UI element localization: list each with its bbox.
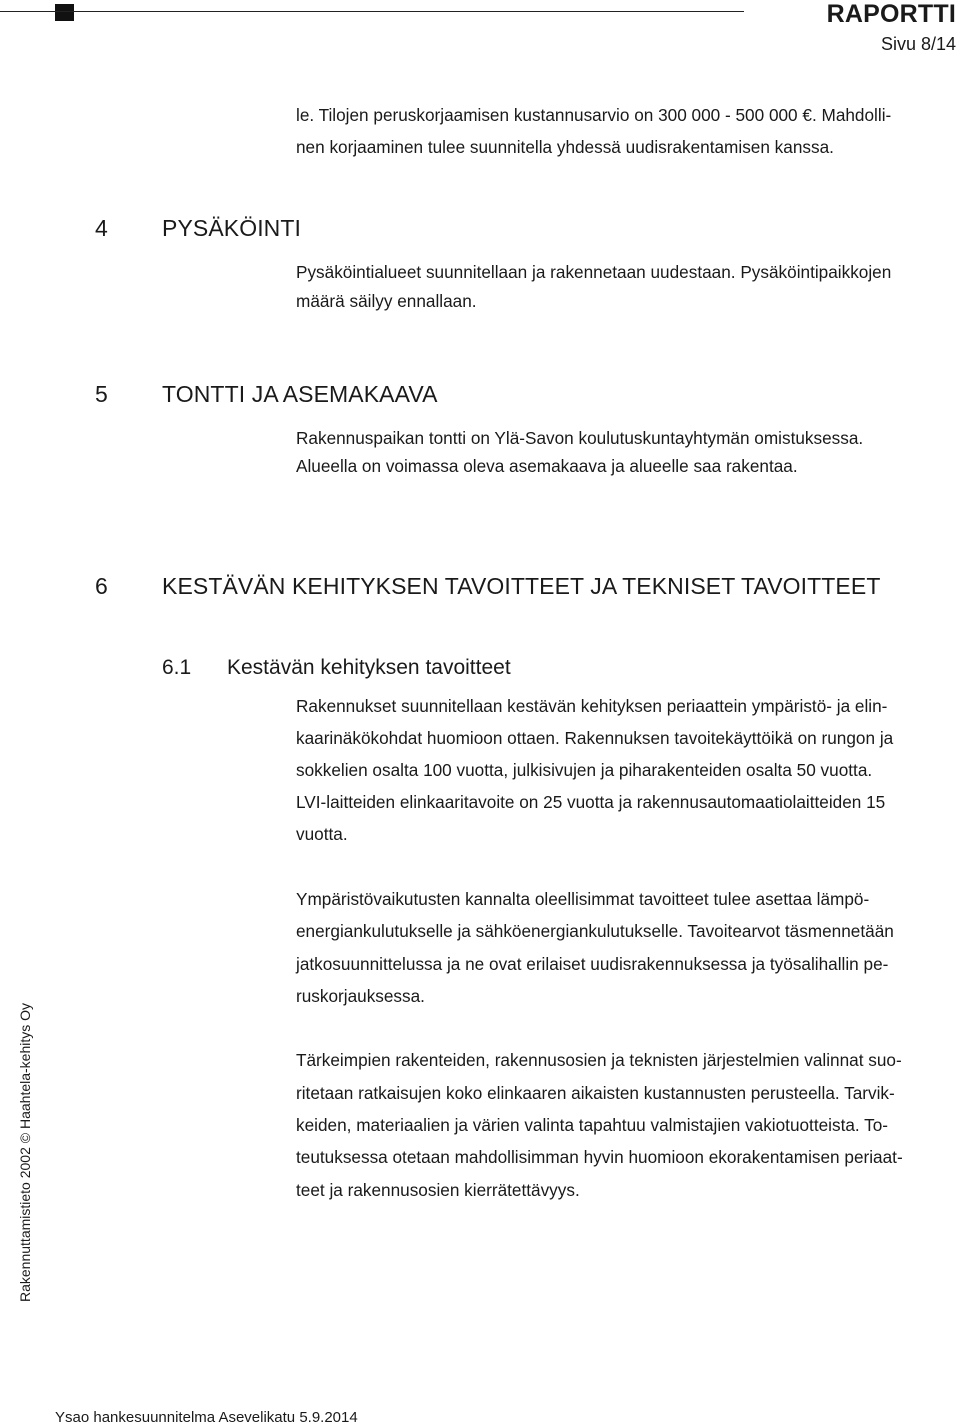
- para1-line-1: Rakennukset suunnitellaan kestävän kehityksen periaattein ympäristö- ja elin-: [296, 696, 888, 716]
- para3-line-1: Tärkeimpien rakenteiden, rakennusosien ja teknisten järjestelmien valinnat suo-: [296, 1050, 902, 1070]
- page-number: Sivu 8/14: [880, 34, 956, 54]
- para1-line-2: kaarinäkökohdat huomioon ottaen. Rakennuksen tavoitekäyttöikä on rungon ja: [296, 728, 894, 748]
- para2-line-2: energiankulutukselle ja sähköenergiankulutukselle. Tavoitearvot täsmennetään: [296, 921, 894, 941]
- section-number: 5: [95, 381, 108, 407]
- report-title: RAPORTTI: [826, 0, 956, 28]
- section-title: TONTTI JA ASEMAKAAVA: [162, 381, 438, 407]
- intro-line-2: nen korjaaminen tulee suunnitella yhdessä uudisrakentamisen kanssa.: [296, 137, 834, 157]
- header-rule: [0, 11, 744, 12]
- section-6-1-heading: [162, 656, 511, 680]
- para3-line-4: teutuksessa otetaan mahdollisimman hyvin huomioon ekorakentamisen periaat-: [296, 1147, 903, 1167]
- section-5-line-1: Rakennuspaikan tontti on Ylä-Savon koulutuskuntayhtymän omistuksessa.: [296, 428, 864, 448]
- section-4-line-2: määrä säilyy ennallaan.: [296, 291, 477, 311]
- section-5-line-2: Alueella on voimassa oleva asemakaava ja alueelle saa rakentaa.: [296, 456, 798, 476]
- section-number: 4: [95, 215, 108, 241]
- footer-text: Ysao hankesuunnitelma Asevelikatu 5.9.2014: [55, 1409, 358, 1426]
- para3-line-3: keiden, materiaalien ja värien valinta tapahtuu valmistajien vakiotuotteista. To-: [296, 1115, 889, 1135]
- section-4-heading: [95, 215, 301, 242]
- intro-line-1: le. Tilojen peruskorjaamisen kustannusarvio on 300 000 - 500 000 €. Mahdolli-: [296, 105, 892, 125]
- section-5-heading: [95, 381, 438, 408]
- para3-line-2: ritetaan ratkaisujen koko elinkaaren aikaisten kustannusten perusteella. Tarvik-: [296, 1083, 895, 1103]
- section-title: KESTÄVÄN KEHITYKSEN TAVOITTEET JA TEKNISET TAVOITTEET: [162, 573, 881, 599]
- copyright-side-text: Rakennuttamistieto 2002 © Haahtela-kehitys Oy: [17, 1002, 33, 1302]
- para3-line-5: teet ja rakennusosien kierrätettävyys.: [296, 1180, 580, 1200]
- section-number: 6: [95, 573, 108, 599]
- para1-line-4: LVI-laitteiden elinkaaritavoite on 25 vuotta ja rakennusautomaatiolaitteiden 15: [296, 792, 886, 812]
- subsection-number: 6.1: [162, 656, 192, 679]
- section-4-line-1: Pysäköintialueet suunnitellaan ja rakennetaan uudestaan. Pysäköintipaikkojen: [296, 262, 892, 282]
- para2-line-4: ruskorjauksessa.: [296, 986, 425, 1006]
- section-6-heading: [95, 573, 880, 600]
- subsection-title: Kestävän kehityksen tavoitteet: [227, 656, 511, 679]
- para2-line-1: Ympäristövaikutusten kannalta oleellisimmat tavoitteet tulee asettaa lämpö-: [296, 889, 870, 909]
- section-title: PYSÄKÖINTI: [162, 215, 302, 241]
- header-square-mark: [55, 4, 74, 21]
- para1-line-3: sokkelien osalta 100 vuotta, julkisivujen ja piharakenteiden osalta 50 vuotta.: [296, 760, 873, 780]
- para1-line-5: vuotta.: [296, 824, 348, 844]
- para2-line-3: jatkosuunnittelussa ja ne ovat erilaiset uudisrakennuksessa ja työsalihallin pe-: [296, 954, 889, 974]
